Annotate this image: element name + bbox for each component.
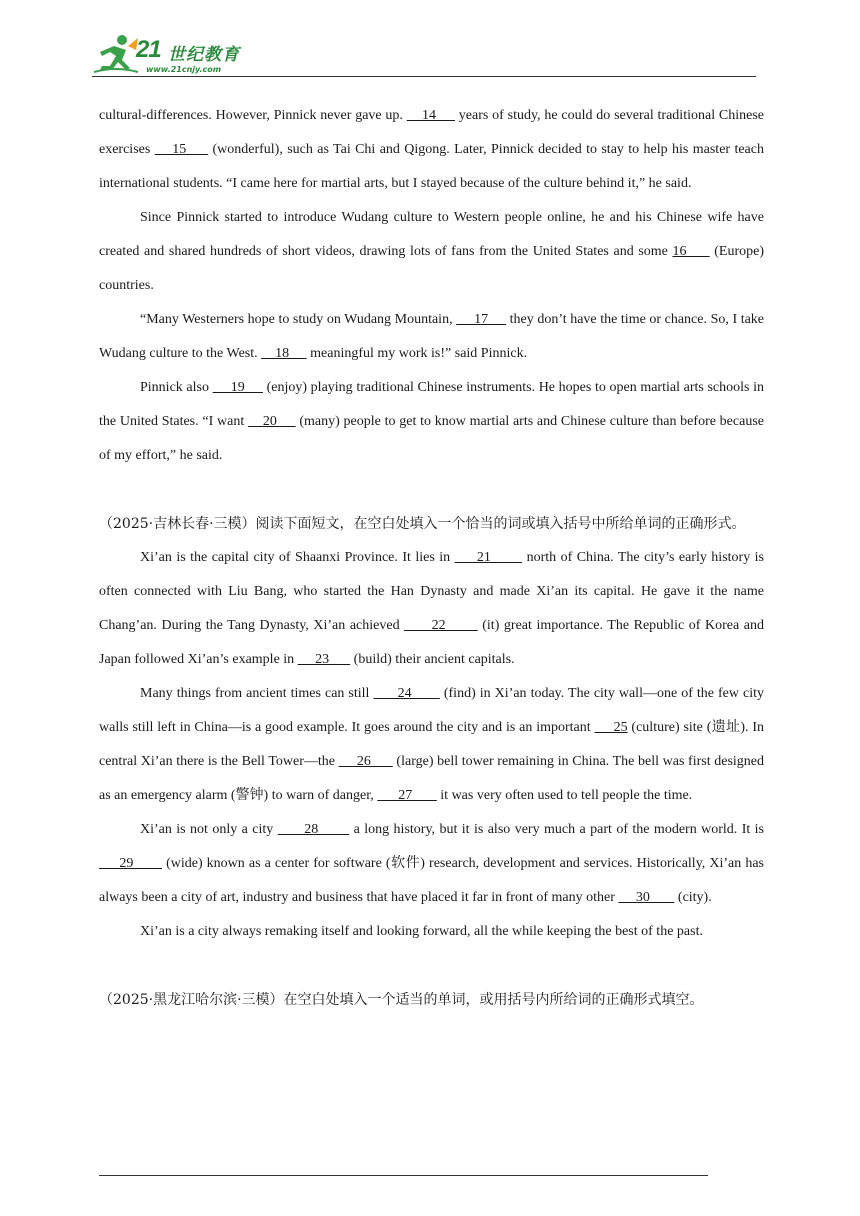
blank-28: 28: [277, 822, 350, 837]
blank-23: 23: [297, 652, 351, 667]
blank-18: 18: [261, 346, 307, 361]
logo-number: 21: [136, 36, 161, 63]
paragraph: Pinnick also 19 (enjoy) playing traditional Chinese instruments. He hopes to open martial arts schools in the United States. “I want 20 (many) people to get to know martial arts and Chinese culture than before because of my effort,” he said.: [99, 380, 764, 463]
document-body: [99, 99, 764, 1017]
logo-url: www.21cnjy.com: [146, 65, 222, 74]
blank-20: 20: [247, 414, 296, 429]
blank-15: 15: [154, 142, 209, 157]
blank-29: 29: [99, 856, 162, 871]
blank-25: 25: [594, 720, 628, 735]
paragraph: cultural-differences. However, Pinnick never gave up. 14 years of study, he could do several traditional Chinese exercises 15 (wonderful), such as Tai Chi and Qigong. Later, Pinnick decided to stay to help his master teach international students. “I came here for martial arts, but I stayed because of the culture behind it,” he said.: [99, 108, 764, 191]
blank-22: 22: [404, 618, 478, 633]
spacer: [99, 473, 764, 507]
paragraph: Xi’an is not only a city 28 a long history, but it is also very much a part of the modern world. It is 29 (wide) known as a center for software (软件) research, development and services. Historically, Xi’an has always been a city of art, industry and business that have placed it far in front of many other 30 (city).: [99, 822, 765, 905]
blank-19: 19: [212, 380, 263, 395]
logo-text: 世纪教育: [168, 45, 240, 65]
paragraph: “Many Westerners hope to study on Wudang Mountain, 17 they don’t have the time or chance. So, I take Wudang culture to the West. 18 meaningful my work is!” said Pinnick.: [99, 312, 765, 361]
blank-30: 30: [618, 890, 675, 905]
blank-26: 26: [338, 754, 393, 769]
site-logo: [92, 30, 262, 78]
blank-21: 21: [454, 550, 523, 565]
paragraph: Since Pinnick started to introduce Wudang culture to Western people online, he and his Chinese wife have created and shared hundreds of short videos, drawing lots of fans from the United States and some 16 (Europe) countries.: [99, 210, 764, 293]
blank-16: 16: [672, 244, 710, 259]
blank-17: 17: [456, 312, 507, 327]
paragraph: Many things from ancient times can still 24 (find) in Xi’an today. The city wall—one of the few city walls still left in China—is a good example. It goes around the city and is an important 25 (culture) site (遗址). In central Xi’an there is the Bell Tower—the 26 (large) bell tower remaining in China. The bell was first designed as an emergency alarm (警钟) to warn of danger, 27 it was very often used to tell people the time.: [99, 686, 765, 803]
paragraph: Xi’an is the capital city of Shaanxi Province. It lies in 21 north of China. The city’s early history is often connected with Liu Bang, who started the Han Dynasty and made Xi’an its capital. He gave it the name Chang’an. During the Tang Dynasty, Xi’an achieved 22 (it) great importance. The Republic of Korea and Japan followed Xi’an’s example in 23 (build) their ancient capitals.: [99, 550, 764, 667]
blank-27: 27: [377, 788, 437, 803]
runner-logo-icon: [92, 32, 140, 78]
section-instruction: （2025·吉林长春·三模）阅读下面短文，在空白处填入一个恰当的词或填入括号中所给单词的正确形式。: [99, 516, 746, 532]
blank-14: 14: [406, 108, 455, 123]
page-header: [92, 30, 756, 80]
spacer: [99, 949, 764, 983]
blank-24: 24: [373, 686, 440, 701]
footer-divider: [99, 1175, 708, 1176]
section-instruction: （2025·黑龙江哈尔滨·三模）在空白处填入一个适当的单词，或用括号内所给词的正确形式填空。: [99, 992, 704, 1008]
paragraph: Xi’an is a city always remaking itself and looking forward, all the while keeping the best of the past.: [140, 924, 703, 939]
header-divider: [92, 76, 756, 77]
